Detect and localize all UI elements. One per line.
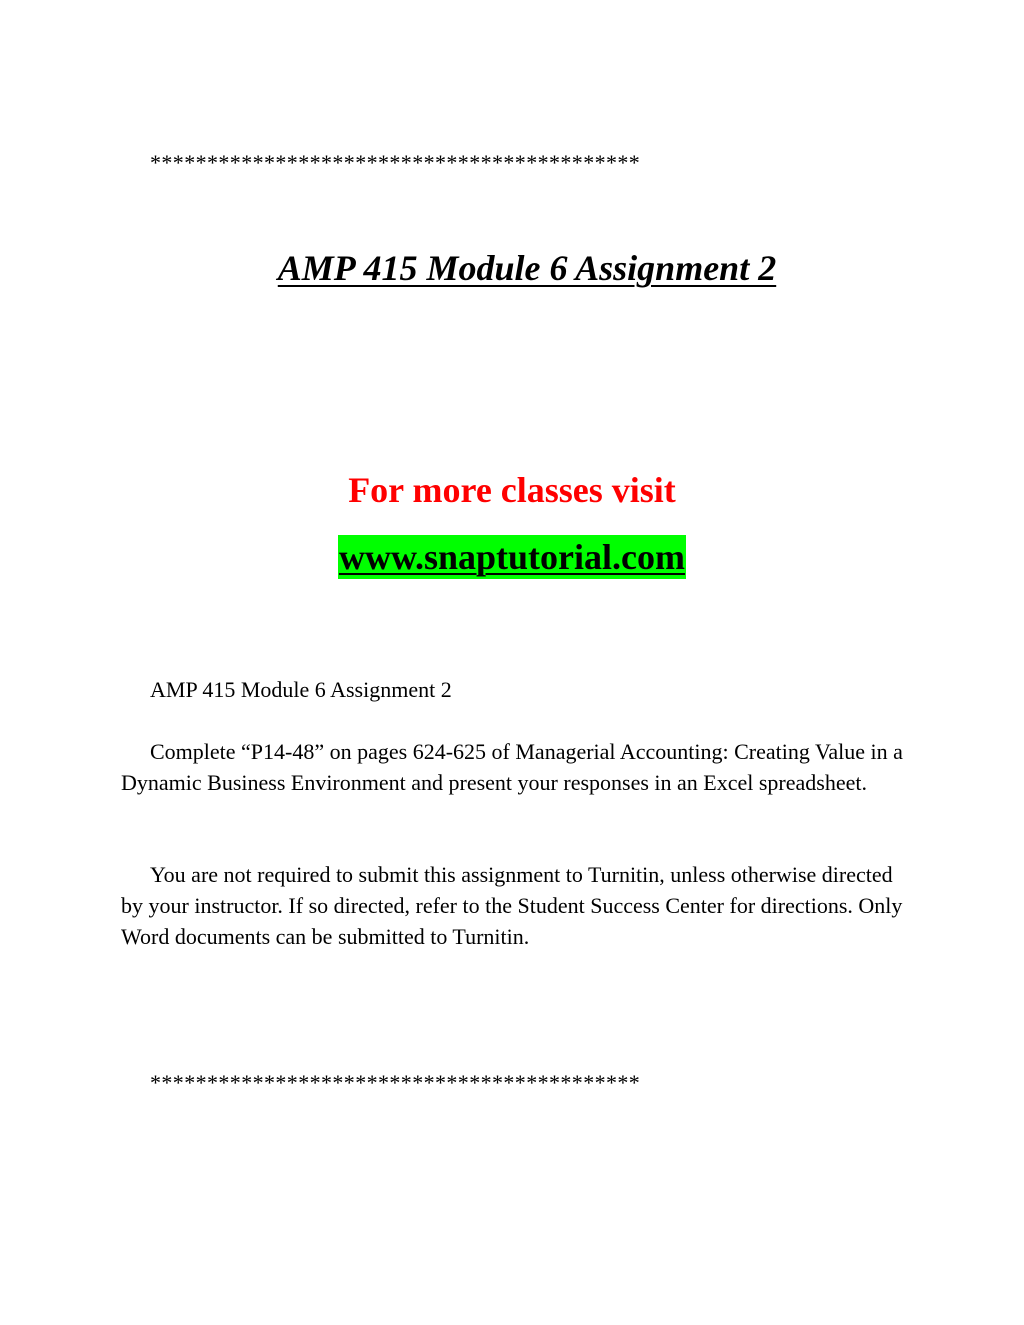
website-link[interactable]: www.snaptutorial.com xyxy=(338,537,685,577)
top-separator: ******************************************* xyxy=(150,150,641,175)
paragraph-assignment-text: Complete “P14-48” on pages 624-625 of Managerial Accounting: Creating Value in a Dynamic Business Environment and present your responses in an Excel spreadsheet. xyxy=(121,739,903,795)
document-title: AMP 415 Module 6 Assignment 2 xyxy=(277,248,777,288)
body-heading xyxy=(121,674,911,705)
bottom-separator: ******************************************* xyxy=(150,1070,641,1095)
link-container xyxy=(0,535,1024,579)
body-heading-text: AMP 415 Module 6 Assignment 2 xyxy=(150,677,452,702)
paragraph-turnitin-text: You are not required to submit this assignment to Turnitin, unless otherwise directed by your instructor. If so directed, refer to the Student Success Center for directions. Only Word documents can be submitted to Turnitin. xyxy=(121,862,903,949)
promo-text: For more classes visit xyxy=(348,470,676,510)
paragraph-assignment xyxy=(121,736,911,798)
paragraph-turnitin xyxy=(121,859,911,952)
